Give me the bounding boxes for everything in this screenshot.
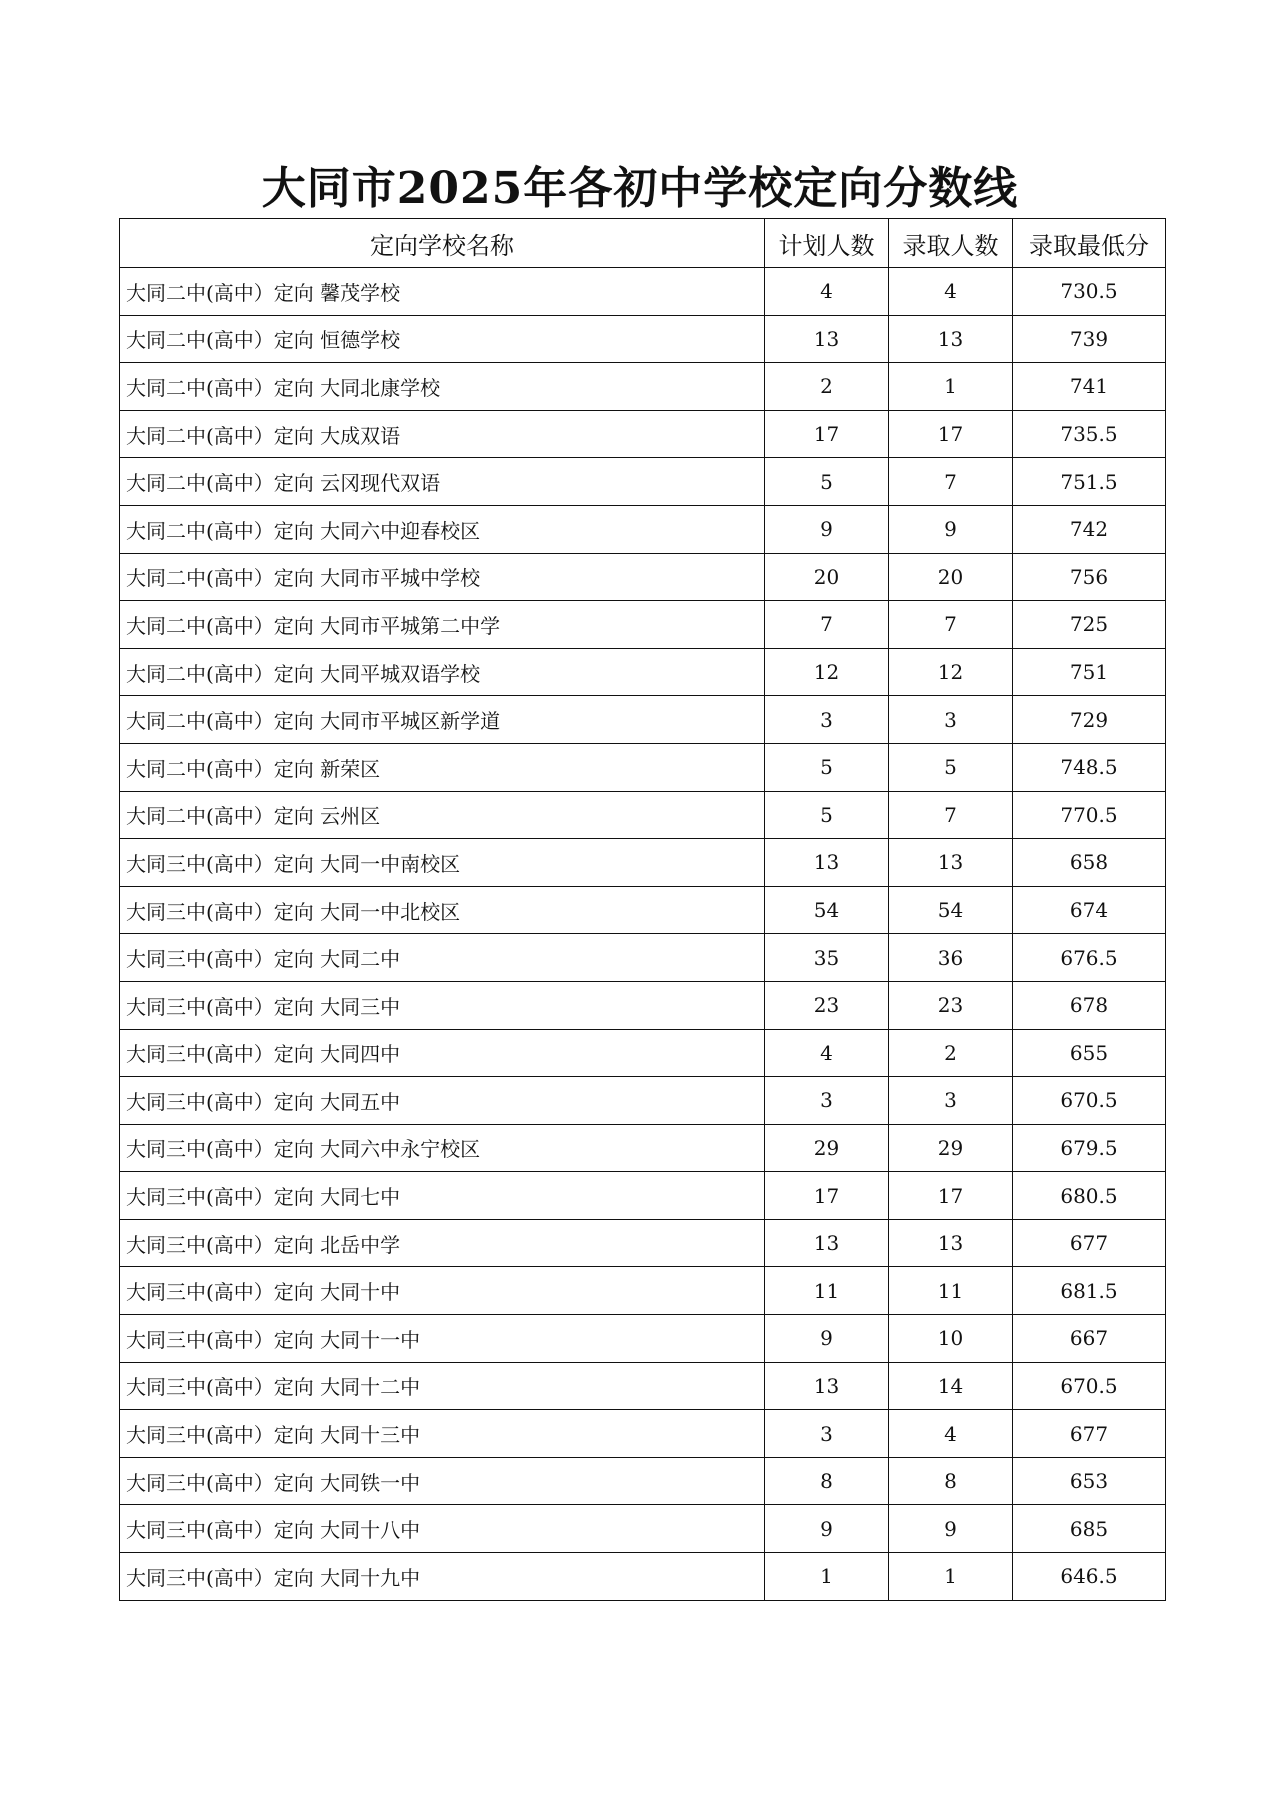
school-name-cell: 大同二中(高中）定向 大同市平城第二中学 — [120, 601, 765, 649]
score-table — [119, 218, 1166, 1601]
table-row — [120, 886, 1166, 934]
admitted-count-cell: 3 — [889, 1077, 1013, 1125]
table-row — [120, 410, 1166, 458]
admitted-count-cell: 20 — [889, 553, 1013, 601]
min-score-cell: 742 — [1013, 505, 1166, 553]
plan-count-cell: 8 — [765, 1457, 889, 1505]
min-score-cell: 735.5 — [1013, 410, 1166, 458]
min-score-cell: 678 — [1013, 981, 1166, 1029]
table-row — [120, 1410, 1166, 1458]
school-name-cell: 大同二中(高中）定向 大成双语 — [120, 410, 765, 458]
school-name-cell: 大同二中(高中）定向 云冈现代双语 — [120, 458, 765, 506]
min-score-cell: 741 — [1013, 363, 1166, 411]
admitted-count-cell: 13 — [889, 1219, 1013, 1267]
table-header-row — [120, 219, 1166, 268]
admitted-count-cell: 4 — [889, 1410, 1013, 1458]
admitted-count-cell: 11 — [889, 1267, 1013, 1315]
admitted-count-cell: 1 — [889, 363, 1013, 411]
table-row — [120, 1553, 1166, 1601]
table-row — [120, 981, 1166, 1029]
school-name-cell: 大同二中(高中）定向 大同市平城中学校 — [120, 553, 765, 601]
plan-count-cell: 9 — [765, 1505, 889, 1553]
admitted-count-cell: 9 — [889, 505, 1013, 553]
school-name-cell: 大同二中(高中）定向 大同六中迎春校区 — [120, 505, 765, 553]
school-name-cell: 大同三中(高中）定向 大同十三中 — [120, 1410, 765, 1458]
admitted-count-cell: 54 — [889, 886, 1013, 934]
table-body — [120, 268, 1166, 1601]
table-row — [120, 458, 1166, 506]
table-row — [120, 791, 1166, 839]
plan-count-cell: 13 — [765, 315, 889, 363]
school-name-cell: 大同三中(高中）定向 大同六中永宁校区 — [120, 1124, 765, 1172]
min-score-cell: 670.5 — [1013, 1362, 1166, 1410]
table-row — [120, 363, 1166, 411]
school-name-cell: 大同三中(高中）定向 大同十九中 — [120, 1553, 765, 1601]
min-score-cell: 676.5 — [1013, 934, 1166, 982]
plan-count-cell: 5 — [765, 458, 889, 506]
min-score-cell: 674 — [1013, 886, 1166, 934]
plan-count-cell: 13 — [765, 839, 889, 887]
admitted-count-cell: 7 — [889, 601, 1013, 649]
min-score-cell: 667 — [1013, 1315, 1166, 1363]
school-name-cell: 大同三中(高中）定向 大同十八中 — [120, 1505, 765, 1553]
admitted-count-cell: 23 — [889, 981, 1013, 1029]
min-score-cell: 653 — [1013, 1457, 1166, 1505]
table-row — [120, 1505, 1166, 1553]
plan-count-cell: 20 — [765, 553, 889, 601]
table-row — [120, 601, 1166, 649]
page-title: 大同市2025年各初中学校定向分数线 — [261, 163, 1019, 214]
admitted-count-cell: 9 — [889, 1505, 1013, 1553]
admitted-count-cell: 17 — [889, 410, 1013, 458]
plan-count-cell: 54 — [765, 886, 889, 934]
table-row — [120, 1267, 1166, 1315]
min-score-cell: 756 — [1013, 553, 1166, 601]
admitted-count-cell: 14 — [889, 1362, 1013, 1410]
min-score-cell: 680.5 — [1013, 1172, 1166, 1220]
school-name-cell: 大同三中(高中）定向 大同四中 — [120, 1029, 765, 1077]
school-name-cell: 大同三中(高中）定向 大同二中 — [120, 934, 765, 982]
school-name-cell: 大同二中(高中）定向 馨茂学校 — [120, 268, 765, 316]
school-name-cell: 大同二中(高中）定向 云州区 — [120, 791, 765, 839]
min-score-cell: 677 — [1013, 1410, 1166, 1458]
school-name-cell: 大同二中(高中）定向 大同北康学校 — [120, 363, 765, 411]
table-row — [120, 553, 1166, 601]
plan-count-cell: 4 — [765, 1029, 889, 1077]
school-name-cell: 大同三中(高中）定向 大同一中南校区 — [120, 839, 765, 887]
school-name-cell: 大同二中(高中）定向 大同市平城区新学道 — [120, 696, 765, 744]
plan-count-cell: 29 — [765, 1124, 889, 1172]
header-min-score: 录取最低分 — [1013, 219, 1166, 268]
plan-count-cell: 3 — [765, 1077, 889, 1125]
admitted-count-cell: 17 — [889, 1172, 1013, 1220]
min-score-cell: 685 — [1013, 1505, 1166, 1553]
plan-count-cell: 3 — [765, 1410, 889, 1458]
plan-count-cell: 3 — [765, 696, 889, 744]
min-score-cell: 770.5 — [1013, 791, 1166, 839]
header-school-name: 定向学校名称 — [120, 219, 765, 268]
min-score-cell: 751 — [1013, 648, 1166, 696]
header-admitted-count: 录取人数 — [889, 219, 1013, 268]
plan-count-cell: 5 — [765, 743, 889, 791]
min-score-cell: 681.5 — [1013, 1267, 1166, 1315]
admitted-count-cell: 3 — [889, 696, 1013, 744]
plan-count-cell: 5 — [765, 791, 889, 839]
table-row — [120, 505, 1166, 553]
min-score-cell: 729 — [1013, 696, 1166, 744]
table-row — [120, 1077, 1166, 1125]
admitted-count-cell: 7 — [889, 458, 1013, 506]
school-name-cell: 大同三中(高中）定向 大同十一中 — [120, 1315, 765, 1363]
table-row — [120, 1457, 1166, 1505]
school-name-cell: 大同二中(高中）定向 大同平城双语学校 — [120, 648, 765, 696]
admitted-count-cell: 8 — [889, 1457, 1013, 1505]
school-name-cell: 大同三中(高中）定向 大同一中北校区 — [120, 886, 765, 934]
table-row — [120, 1362, 1166, 1410]
min-score-cell: 730.5 — [1013, 268, 1166, 316]
table-row — [120, 743, 1166, 791]
admitted-count-cell: 1 — [889, 1553, 1013, 1601]
plan-count-cell: 17 — [765, 410, 889, 458]
school-name-cell: 大同三中(高中）定向 大同铁一中 — [120, 1457, 765, 1505]
plan-count-cell: 17 — [765, 1172, 889, 1220]
min-score-cell: 670.5 — [1013, 1077, 1166, 1125]
admitted-count-cell: 7 — [889, 791, 1013, 839]
plan-count-cell: 13 — [765, 1362, 889, 1410]
school-name-cell: 大同三中(高中）定向 大同十中 — [120, 1267, 765, 1315]
min-score-cell: 655 — [1013, 1029, 1166, 1077]
school-name-cell: 大同二中(高中）定向 恒德学校 — [120, 315, 765, 363]
plan-count-cell: 13 — [765, 1219, 889, 1267]
header-plan-count: 计划人数 — [765, 219, 889, 268]
school-name-cell: 大同三中(高中）定向 北岳中学 — [120, 1219, 765, 1267]
min-score-cell: 646.5 — [1013, 1553, 1166, 1601]
admitted-count-cell: 36 — [889, 934, 1013, 982]
table-row — [120, 1029, 1166, 1077]
plan-count-cell: 7 — [765, 601, 889, 649]
plan-count-cell: 2 — [765, 363, 889, 411]
min-score-cell: 739 — [1013, 315, 1166, 363]
admitted-count-cell: 5 — [889, 743, 1013, 791]
plan-count-cell: 9 — [765, 505, 889, 553]
admitted-count-cell: 4 — [889, 268, 1013, 316]
table-row — [120, 1172, 1166, 1220]
table-row — [120, 1219, 1166, 1267]
admitted-count-cell: 12 — [889, 648, 1013, 696]
table-row — [120, 268, 1166, 316]
school-name-cell: 大同二中(高中）定向 新荣区 — [120, 743, 765, 791]
plan-count-cell: 1 — [765, 1553, 889, 1601]
admitted-count-cell: 10 — [889, 1315, 1013, 1363]
min-score-cell: 751.5 — [1013, 458, 1166, 506]
plan-count-cell: 11 — [765, 1267, 889, 1315]
min-score-cell: 748.5 — [1013, 743, 1166, 791]
plan-count-cell: 4 — [765, 268, 889, 316]
min-score-cell: 679.5 — [1013, 1124, 1166, 1172]
plan-count-cell: 12 — [765, 648, 889, 696]
school-name-cell: 大同三中(高中）定向 大同十二中 — [120, 1362, 765, 1410]
admitted-count-cell: 13 — [889, 839, 1013, 887]
table-row — [120, 315, 1166, 363]
min-score-cell: 725 — [1013, 601, 1166, 649]
min-score-cell: 658 — [1013, 839, 1166, 887]
table-row — [120, 1315, 1166, 1363]
school-name-cell: 大同三中(高中）定向 大同三中 — [120, 981, 765, 1029]
min-score-cell: 677 — [1013, 1219, 1166, 1267]
admitted-count-cell: 2 — [889, 1029, 1013, 1077]
admitted-count-cell: 13 — [889, 315, 1013, 363]
table-row — [120, 1124, 1166, 1172]
table-row — [120, 839, 1166, 887]
table-row — [120, 648, 1166, 696]
school-name-cell: 大同三中(高中）定向 大同五中 — [120, 1077, 765, 1125]
plan-count-cell: 23 — [765, 981, 889, 1029]
school-name-cell: 大同三中(高中）定向 大同七中 — [120, 1172, 765, 1220]
table-row — [120, 934, 1166, 982]
table-row — [120, 696, 1166, 744]
plan-count-cell: 35 — [765, 934, 889, 982]
admitted-count-cell: 29 — [889, 1124, 1013, 1172]
plan-count-cell: 9 — [765, 1315, 889, 1363]
